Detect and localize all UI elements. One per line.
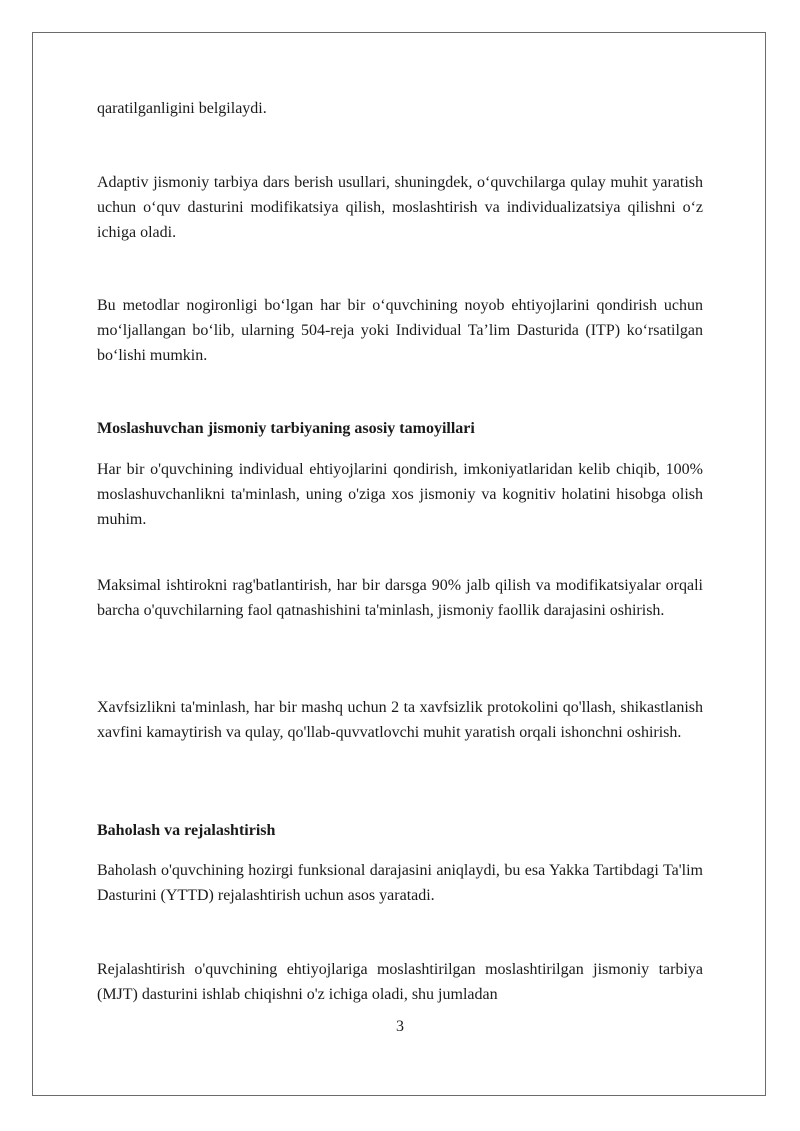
- paragraph: Maksimal ishtirokni rag'batlantirish, har bir darsga 90% jalb qilish va modifikatsiyalar orqali barcha o'quvchilarning faol qatnashishini ta'minlash, jismoniy faollik darajasini oshirish.: [97, 577, 703, 619]
- paragraph: Rejalashtirish o'quvchining ehtiyojlariga moslashtirilgan moslashtirilgan jismoniy tarbiya (MJT) dasturini ishlab chiqishni o'z ichiga oladi, shu jumladan: [97, 961, 703, 1003]
- paragraph: qaratilganligini belgilaydi.: [97, 100, 267, 117]
- section-heading: Moslashuvchan jismoniy tarbiyaning asosiy tamoyillari: [97, 420, 475, 437]
- paragraph: Har bir o'quvchining individual ehtiyojlarini qondirish, imkoniyatlaridan kelib chiqib, 100% moslashuvchanlikni ta'minlash, uning o'ziga xos jismoniy va kognitiv holatini hisobga olish muhim.: [97, 461, 703, 528]
- section-heading: Baholash va rejalashtirish: [97, 822, 276, 839]
- paragraph: Baholash o'quvchining hozirgi funksional darajasini aniqlaydi, bu esa Yakka Tartibdagi Ta'lim Dasturini (YTTD) rejalashtirish uchun asos yaratadi.: [97, 862, 703, 904]
- page-number: 3: [396, 1018, 404, 1035]
- paragraph: Bu metodlar nogironligi bo‘lgan har bir o‘quvchining noyob ehtiyojlarini qondirish uchun mo‘ljallangan bo‘lib, ularning 504-reja yoki Individual Ta’lim Dasturida (ITP) ko‘rsatilgan bo‘lishi mumkin.: [97, 297, 703, 364]
- paragraph: Adaptiv jismoniy tarbiya dars berish usullari, shuningdek, o‘quvchilarga qulay muhit yaratish uchun o‘quv dasturini modifikatsiya qilish, moslashtirish va individualizatsiya qilishni o‘z ichiga oladi.: [97, 174, 703, 241]
- paragraph: Xavfsizlikni ta'minlash, har bir mashq uchun 2 ta xavfsizlik protokolini qo'llash, shikastlanish xavfini kamaytirish va qulay, qo'llab-quvvatlovchi muhit yaratish orqali ishonchni oshirish.: [97, 699, 703, 741]
